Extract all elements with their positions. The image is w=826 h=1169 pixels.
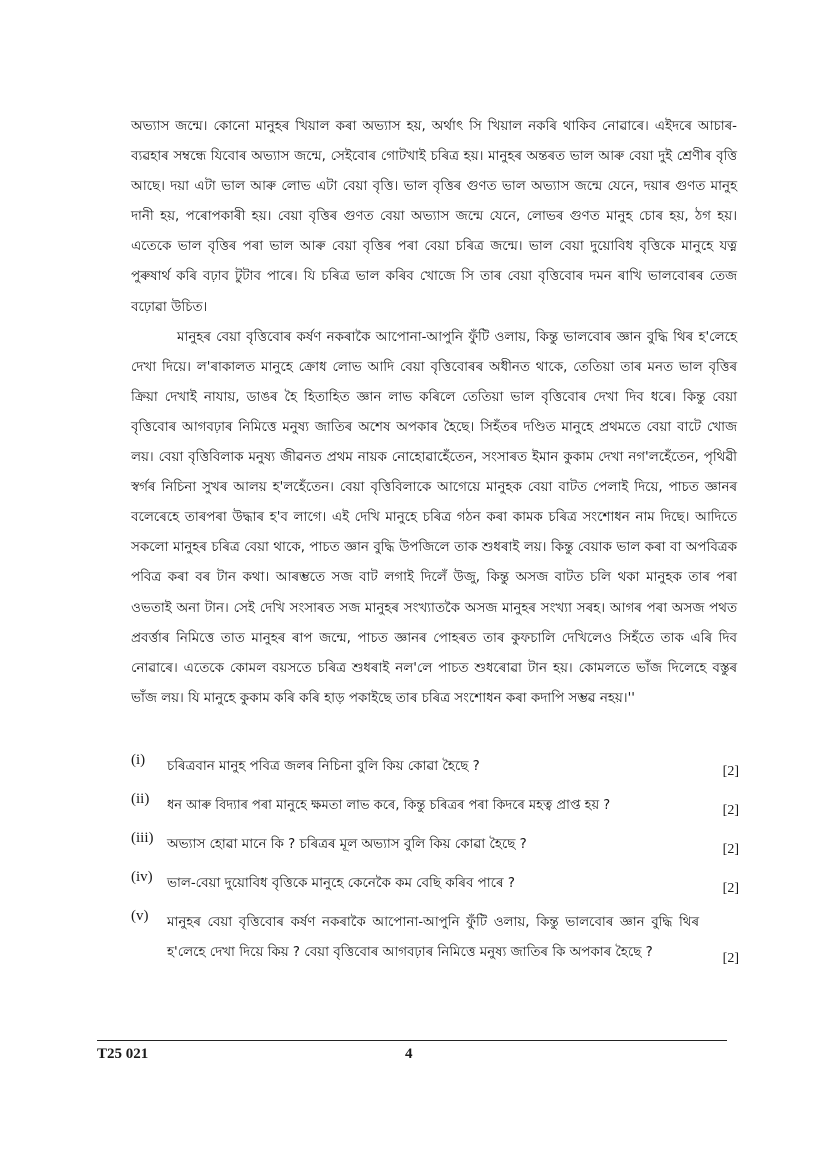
question-marks: [2] xyxy=(722,950,739,966)
question-number: (i) xyxy=(131,752,146,768)
passage-paragraph-2: মানুহৰ বেয়া বৃত্তিবোৰ কৰ্ষণ নকৰাকৈ আপোনা-আপুনি ফুঁটি ওলায়, কিন্তু ভালবোৰ জ্ঞান বুদ্ধি থিৰ হ'লেহে দেখা দিয়ে। ল'ৰাকালত মানুহে ক্ৰোধ লোভ আদি বেয়া বৃত্তিবোৰৰ অধীনত থাকে, তেতিয়া তাৰ মনত ভাল বৃত্তিৰ ক্ৰিয়া দেখাই নাযায়, ডাঙৰ হৈ হিতাহিত জ্ঞান লাভ কৰিলে তেতিয়া ভাল বৃত্তিবোৰ দেখা দিব ধৰে। কিন্তু বেয়া বৃত্তিবোৰ আগবঢ়াৰ নিমিত্তে মনুষ্য জাতিৰ অশেষ অপকাৰ হৈছে। সিহঁতৰ দণ্ডিত মানুহে প্ৰথমতে বেয়া বাটে খোজ লয়। বেয়া বৃত্তিবিলাক মনুষ্য জীৱনত প্ৰথম নায়ক নোহোৱাহেঁতেন, সংসাৰত ইমান কুকাম দেখা নগ'লহেঁতেন, পৃথিৱী স্বৰ্গৰ নিচিনা সুখৰ আলয় হ'লহেঁতেন। বেয়া বৃত্তিবিলাকে আগেয়ে মানুহক বেয়া বাটত পেলাই দিয়ে, পাচত জ্ঞানৰ বলেৰেহে তাৰপৰা উদ্ধাৰ হ'ব লাগে। এই দেখি মানুহে চৰিত্ৰ গঠন কৰা কামক চৰিত্ৰ সংশোধন নাম দিছে। আদিতে সকলো মানুহৰ চৰিত্ৰ বেয়া থাকে, পাচত জ্ঞান বুদ্ধি উপজিলে তাক শুধৰাই লয়। কিন্তু বেয়াক ভাল কৰা বা অপবিত্ৰক পবিত্ৰ কৰা বৰ টান কথা। আৰম্ভতে সজ বাট লগাই দিলেঁ উজু, কিন্তু অসজ বাটত চলি থকা মানুহক তাৰ পৰা ওভতাই অনা টান। সেই দেখি সংসাৰত সজ মানুহৰ সংখ্যাতকৈ অসজ মানুহৰ সংখ্যা সৰহ। আগৰ পৰা অসজ পথত প্ৰবৰ্ত্তাৰ নিমিত্তে তাত মানুহৰ ৰাপ জন্মে, পাচত জ্ঞানৰ পোহৰত তাৰ কুফচালি দেখিলেও সিহঁতে তাক এৰি দিব নোৱাৰে। এতেকে কোমল বয়সতে চৰিত্ৰ শুধৰাই নল'লে পাচত শুধৰোৱা টান হয়। কোমলতে ভাঁজ দিলেহে বস্তুৰ ভাঁজ লয়। যি মানুহে কুকাম কৰি কৰি হাড় পকাইছে তাৰ চৰিত্ৰ সংশোধন কৰা কদাপি সম্ভৱ নহয়।'' xyxy=(131,329,737,706)
reading-passage xyxy=(131,112,737,714)
question-number: (iii) xyxy=(131,830,154,847)
question-text: ধন আৰু বিদ্যাৰ পৰা মানুহে ক্ষমতা লাভ কৰে, কিন্তু চৰিত্ৰৰ পৰা কিদৰে মহত্ব প্ৰাপ্ত হয় ? xyxy=(167,798,611,814)
question-number: (ii) xyxy=(131,791,150,808)
question-item xyxy=(131,791,743,821)
question-text: অভ্যাস হোৱা মানে কি ? চৰিত্ৰৰ মূল অভ্যাস বুলি কিয় কোৱা হৈছে ? xyxy=(167,837,527,853)
footer-divider xyxy=(97,1040,727,1041)
question-list xyxy=(131,752,743,969)
question-marks: [2] xyxy=(722,764,739,780)
question-text: মানুহৰ বেয়া বৃত্তিবোৰ কৰ্ষণ নকৰাকৈ আপোনা-আপুনি ফুঁটি ওলায়, কিন্তু ভালবোৰ জ্ঞান বুদ্ধি থিৰ হ'লেহে দেখা দিয়ে কিয় ? বেয়া বৃত্তিবোৰ আগবঢ়াৰ নিমিত্তে মনুষ্য জাতিৰ কি অপকাৰ হৈছে ? xyxy=(167,915,699,961)
question-number: (v) xyxy=(131,908,149,925)
question-item xyxy=(131,869,743,899)
question-item xyxy=(131,908,743,968)
page-number: 4 xyxy=(405,1046,413,1062)
question-text: চৰিত্ৰবান মানুহ পবিত্ৰ জলৰ নিচিনা বুলি কিয় কোৱা হৈছে ? xyxy=(167,759,480,774)
question-marks: [2] xyxy=(722,842,739,858)
passage-paragraph-1: অভ্যাস জন্মে। কোনো মানুহৰ খিয়াল কৰা অভ্যাস হয়, অৰ্থাৎ সি খিয়াল নকৰি থাকিব নোৱাৰে। এইদৰে আচাৰ-ব্যৱহাৰ সম্বন্ধে যিবোৰ অভ্যাস জন্মে, সেইবোৰ গোটখাই চৰিত্ৰ হয়। মানুহৰ অন্তৰত ভাল আৰু বেয়া দুই শ্ৰেণীৰ বৃত্তি আছে। দয়া এটা ভাল আৰু লোভ এটা বেয়া বৃত্তি। ভাল বৃত্তিৰ গুণত ভাল অভ্যাস জন্মে যেনে, দয়াৰ গুণত মানুহ দানী হয়, পৰোপকাৰী হয়। বেয়া বৃত্তিৰ গুণত বেয়া অভ্যাস জন্মে যেনে, লোভৰ গুণত মানুহ চোৰ হয়, ঠগ হয়। এতেকে ভাল বৃত্তিৰ পৰা ভাল আৰু বেয়া বৃত্তিৰ পৰা বেয়া চৰিত্ৰ জন্মে। ভাল বেয়া দুয়োবিধ বৃত্তিকে মানুহে যত্ন পুৰুষাৰ্থ কৰি বঢ়াব টুটাব পাৰে। যি চৰিত্ৰ ভাল কৰিব খোজে সি তাৰ বেয়া বৃত্তিবোৰ দমন ৰাখি ভালবোৰৰ তেজ বঢ়োৱা উচিত। xyxy=(131,119,737,315)
question-item xyxy=(131,752,743,782)
question-item xyxy=(131,830,743,860)
question-marks: [2] xyxy=(722,803,739,819)
question-marks: [2] xyxy=(722,881,739,897)
question-number: (iv) xyxy=(131,869,153,886)
paper-code: T25 021 xyxy=(97,1046,149,1062)
question-text: ভাল-বেয়া দুয়োবিধ বৃত্তিকে মানুহে কেনেকৈ কম বেছি কৰিব পাৰে ? xyxy=(167,876,515,892)
